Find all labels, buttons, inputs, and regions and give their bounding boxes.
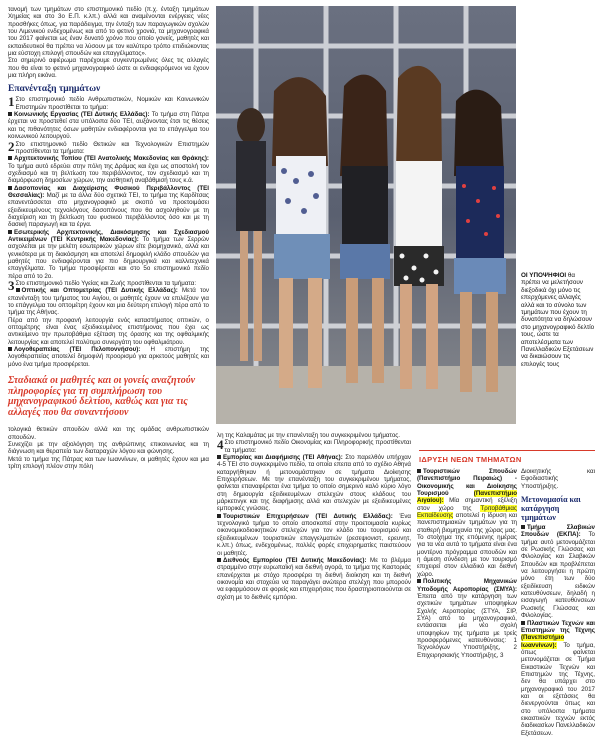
caption-text: θα πρέπει να μελετήσουν διεξοδικά όχι μόνο τις επερχόμενες αλλαγές αλλά και το σύνολο των τμημάτων που έχουν τη δυνατότητα να δηλώσουν στο μηχανογραφικό δελτίο τους, ώστε τα αποτελέσματα των Πανελλαδικών Εξετάσεων να δικαιώσουν τις επιλογές τους — [521, 272, 594, 368]
section-heading-renaming: Μετονομασία και κατάργηση τμημάτων — [521, 495, 595, 522]
continued-paragraph-3: Μετά το τμήμα της Πάτρας και των Ιωαννίνων, οι μαθητές έχουν και μια τρίτη επιλογή πλέον στην πόλη — [8, 456, 209, 471]
bullet-square-icon — [8, 186, 12, 190]
item-plastic-arts: Πλαστικών Τεχνών και Επιστημών της Τέχνης (Πανεπιστήμιο Ιωαννίνων): Το τμήμα, όπως φαίνεται μετονομάζεται σε Τμήμα Εικαστικών Τεχνών και Επιστημών της Τέχνης, δεν θα υπάρχει στο μηχανογραφικό του 2017 και οι εξετάσεις θα διενεργούνται όπως και στο υπόλοιπα τμήματα εικαστικών τεχνών εκτός διαδικασίων Πανελλαδικών Εξετάσεων. — [521, 620, 595, 737]
point-number: 1 — [8, 96, 15, 108]
item-social-work: Κοινωνικής Εργασίας (ΤΕΙ Δυτικής Ελλάδας): Το τμήμα στη Πάτρα έρχεται να προστεθεί στα υπόλοιπα δύο ΤΕΙ, αυξάνοντας έτσι τις θέσεις και τις πιθανότητες όσων μαθητών ενδιαφέρονται για το επάγγελμα του κοινωνικού λειτουργού. — [8, 111, 209, 140]
item-landscape-architecture: Αρχιτεκτονικής Τοπίου (ΤΕΙ Ανατολικής Μακεδονίας και Θράκης): Το τμήμα αυτό εδρεύει στην πόλη της Δράμας και έχει ως αποστολή τον σχεδιασμό και τη βελτίωση του περιβάλλοντος, τον σχεδιασμό και τη διαμόρφωση δημοσίων χώρων, την αισθητική αναβάθμισή τους κ.ά. — [8, 155, 209, 184]
point-2: 2 Στο επιστημονικό πεδίο Θετικών και Τεχνολογικών Επιστημών προστίθενται τα τμήματα: — [8, 141, 209, 156]
section-heading-reintegration: Επανένταξη τμημάτων — [8, 84, 209, 94]
bullet-square-icon — [417, 469, 421, 473]
item-tourism-studies: Τουριστικών Σπουδών (Πανεπιστήμιο Πειραιώς) - Οικονομικής και Διοίκησης Τουρισμού (Πανεπιστήμιο Αιγαίου): Μία σημαντική εξέλιξη στον χώρο της Τριτοβάθμιας Εκπαίδευσης αποτελεί η ίδρυση και πανεπιστημιακών τμημάτων για τη σταθερή βιομηχανία της χώρας μας. Το στοίχημα της επόμενης ημέρας για τα νέα αυτά το τμήματα είναι ένα μοντέρνο πρόγραμμα σπουδών και η άμεση σύνδεση με τον τουρισμό επιχειρεί στον ελλαδικό και διεθνή χώρο. — [417, 468, 517, 578]
item-marketing: Εμπορίας και Διαφήμισης (ΤΕΙ Αθήνας): Στο παρελθόν υπήρχαν 4-5 ΤΕΙ στο συγκεκριμένο πεδίο, τα οποία επειτα από το σχέδιο Αθηνά καταργήθηκαν ή μετονομάστηκαν σε τμήματα Διοίκησης Επιχειρήσεων. Με την επανένταξη του συγκεκριμένου τμήματος, φαίνεται επαναφέρεται ένα τμήμα το οποίο σημερινό καλό κύριο λόγο στη δημιουργία εξειδικευμένων στελεχών στους κλάδους του μάρκετινγκ και της διαφήμισης αλλά και στελεχών με εξειδικευμένες εμπορικές γνώσεις. — [217, 454, 411, 513]
continued-paragraph-2: Συνεχίζει με την αξιολόγηση της ανθρώπινης επικοινωνίας και τη διάγνωση και θεραπεία των διαταραχών λόγου και φώνησης. — [8, 441, 209, 456]
bullet-square-icon — [8, 112, 12, 116]
item-aviation-school: Πολιτικής Μηχανικών Υποδομής Αεροπορίας (ΣΜΥΑ): Έπειτα από την κατάργηση των σχετικών τμημάτων υποψηφίων Σχολής Αεροπορίας (ΣΤΥΑ, ΣΙΡ, ΣΥΑ) από το μηχανογραφικό, εντάσσεται μία νέο σχολή υποψηφίων της τμήματα με τρείς προσφερόμενες κατευθύνσεις: 1 Τεχνολόγων Υποστήριξης, 2 Επιχειρησιακής Υποστήριξης, 3 — [417, 578, 517, 659]
bullet-square-icon — [417, 579, 421, 583]
continued-paragraph: λη της Καλαμάτας με την επανένταξη του συγκεκριμένου τμήματος. — [217, 432, 411, 439]
item-forestry: Δασοπονίας και Διαχείρισης Φυσικού Περιβάλλοντος (ΤΕΙ Θεσσαλίας): Μαζί με τα άλλα δύο σχετικά ΤΕΙ, το τμήμα της Καρδίτσας επανεντάσσεται στο μηχανογραφικό με σκοπό να προετοιμάσει εξειδικευμένους τεχνολόγους δασοπόνους που θα ασχοληθούν με τη διαχείριση και τη βελτίωση του φυσικού περιβάλλοντος όσο και με τη δασική παραγωγή και τα έργα. — [8, 185, 209, 229]
caption-lead: ΟΙ ΥΠΟΨΗΦΙΟΙ — [521, 272, 566, 279]
point-4: 4 Στο επιστημονικό πεδίο Οικονομίας και Πληροφορικής προστίθενται τα τμήματα: — [217, 439, 411, 454]
students-photo-illustration — [216, 6, 516, 424]
point-number: 4 — [217, 439, 224, 451]
item-tourism: Τουριστικών Επιχειρήσεων (ΤΕΙ Δυτικής Ελλάδας): Ένα τεχνολογικό τμήμα το οποίο αποσκοπεί στην προετοιμασία κυρίως οικονομικοδιοικητικών στελεχών για τον κλάδο του τουρισμού και εξειδικευμένων τουριστικών επαγγελματιών (ρεσεψιονιστ, ερευνητ, κ.λπ.) όπως, ενδεχομένως, πολλές φορές επιχειρηματίες παιστεύουν οι μαθητές. — [217, 513, 411, 557]
item-optics: Οπτικής και Οπτομετρίας (ΤΕΙ Δυτικής Ελλάδας): Μετά τον επανένταξη του τμήματος του Αιγίου, οι μαθητές έχουν να επιλέξουν για το επάγγελμα του οπτομέτρη έχουν και μια δεύτερη επιλογή πέρα από το τμήμα της Αθήνας. — [8, 287, 209, 316]
item-interior-architecture: Εσωτερικής Αρχιτεκτονικής, Διακόσμησης και Σχεδιασμού Αντικειμένων (ΤΕΙ Κεντρικής Μακεδονίας): Το τμήμα των Σερρών ασχολείται με την μελέτη εσωτερικών χώρων είτε βιομηχανικό, αλλά και γενικότερα με τη διακόσμηση και αποτελεί δημοφιλή κλάδο σπουδών για μαθητές που ενδιαφέρονται για πιο δημιουργικά και καλλιτεχνικά επαγγέλματα. Το τμήμα προσφέρεται και στο 5ο επιστημονικό πεδίο πέρα από το 2ο. — [8, 229, 209, 280]
bullet-square-icon — [16, 288, 20, 292]
bullet-square-icon — [521, 525, 525, 529]
item-speech-therapy: Λογοθεραπείας (ΤΕΙ Πελοποννήσου): Η επιστήμη της λογοθεραπείας αποτελεί δημοφιλή προορισμό για αρκετούς μαθητές και μόνο ένα τμήμα προσφέρεται. — [8, 346, 209, 368]
item-international-trade: Διεθνούς Εμπορίου (ΤΕΙ Δυτικής Μακεδονίας): Με το βλέμμα στραμμένο στην ευρωπαϊκή και διεθνή αγορά, το τμήμα της Καστοριάς επανέρχεται με στόχο προσφέρει τη διεθνή διοίκηση και τη διεθνή οικονομία και στοχεύει να παραγάγει ανώτερα στελέχη που μπορούν να εφαρμόσουν σε φορείς και επιχειρήσεις που δραστηριοποιούνται σε σχέση με το διεθνές εμπόριο. — [217, 557, 411, 601]
bullet-square-icon — [217, 514, 221, 518]
item-slavic-studies: Τμήμα Σλαβικών Σπουδών (ΕΚΠΑ): Το τμήμα αυτό μετονομάζεται σε Ρωσικής Γλώσσας και Φιλολογίας και Σλαβικών Σπουδών και προβλέπεται να λειτουργήσει η πρώτη μόνο έτη των δύο εξειδίκευση ειδικών κατευθύνσεων, δηλαδή η εισαγωγή κατευθύνσεων Ρωσικής Γλώσσας και Φιλολογίας. — [521, 524, 595, 619]
section-title-new-departments: ΙΔΡΥΣΗ ΝΕΩΝ ΤΜΗΜΑΤΩΝ — [419, 455, 595, 464]
continued-paragraph: τολογικά θετικών σπουδών αλλά και της ομάδας ανθρωπιστικών σπουδών. — [8, 426, 209, 441]
point-number: 3 — [8, 280, 15, 292]
article-photo-students — [216, 6, 516, 424]
article-column-3 — [417, 468, 517, 708]
bullet-square-icon — [521, 621, 525, 625]
article-column-2 — [217, 432, 411, 707]
point-number: 2 — [8, 141, 15, 153]
intro-paragraph-2: Στο σημερινό αφιέρωμα παρέχουμε συγκεντρωμένες όλες τις αλλαγές που θα είναι το φετινό μηχανογραφικό ώστε οι ενδιαφερόμενοι να έχουν μια πλήρη εικόνα. — [8, 57, 209, 79]
bullet-square-icon — [217, 558, 221, 562]
continued-paragraph: Διοικητικής και Εφοδιαστικής Υποστήριξης. — [521, 468, 595, 490]
bullet-square-icon — [8, 347, 12, 351]
bullet-square-icon — [8, 156, 12, 160]
item-optics-more: Πέρα από την προφανή λειτουργία ενός καταστήματος οπτικών, ο οπτομέτρης είναι ένας εξειδικευμένος επιστήμονας που έχει ως αντικείμενο την πρωτοβάθμια εξέταση της όρασης και της οφθαλμικής λειτουργίας και αποτελεί πολύτιμο συνεργάτη του οφθαλμιάτρου. — [8, 317, 209, 346]
bullet-square-icon — [8, 230, 12, 234]
bullet-square-icon — [217, 455, 221, 459]
article-column-1 — [8, 6, 209, 706]
intro-paragraph: τανομή των τμημάτων στο επιστημονικό πεδίο (π.χ. ένταξη τμημάτων Χημείας και στο 3ο Ε.Π. κ.λπ.) αλλά και αναμένονται ενέργειες νέες προσθήκες όπως, για παράδειγμα, την ένταξη των παραγωγικών σχολών του Λιμενικού ενδεχομένως και από το φετινό χρονιά, τα μηχανογραφικά του 2017 φαίνεται ως έναν δυνατό χρόνο που οποίο γονείς, μαθητές και εκπαιδευτικοί θα πρέπει να λύσουν με τον καλύτερο τρόπο επιδιώκοντας μια εύστοχη επιλογή σπουδών και επαγγέλματος». — [8, 6, 209, 57]
photo-caption — [521, 272, 595, 368]
point-1: 1 Στο επιστημονικό πεδίο Ανθρωπιστικών, Νομικών και Κοινωνικών Επιστημών προστίθεται το τμήμα: — [8, 96, 209, 111]
article-column-4 — [521, 468, 595, 708]
pull-quote: Σταδιακά οι μαθητές και οι γονείς αναζητούν πληροφορίες για τη συμπλήρωση του μηχανογραφικού δελτίου, καθώς και για τις αλλαγές που θα συναντήσουν — [8, 376, 209, 418]
point-3: 3 Στο επιστημονικό πεδίο Υγείας και Ζωής προστίθενται τα τμήματα: — [8, 280, 209, 287]
